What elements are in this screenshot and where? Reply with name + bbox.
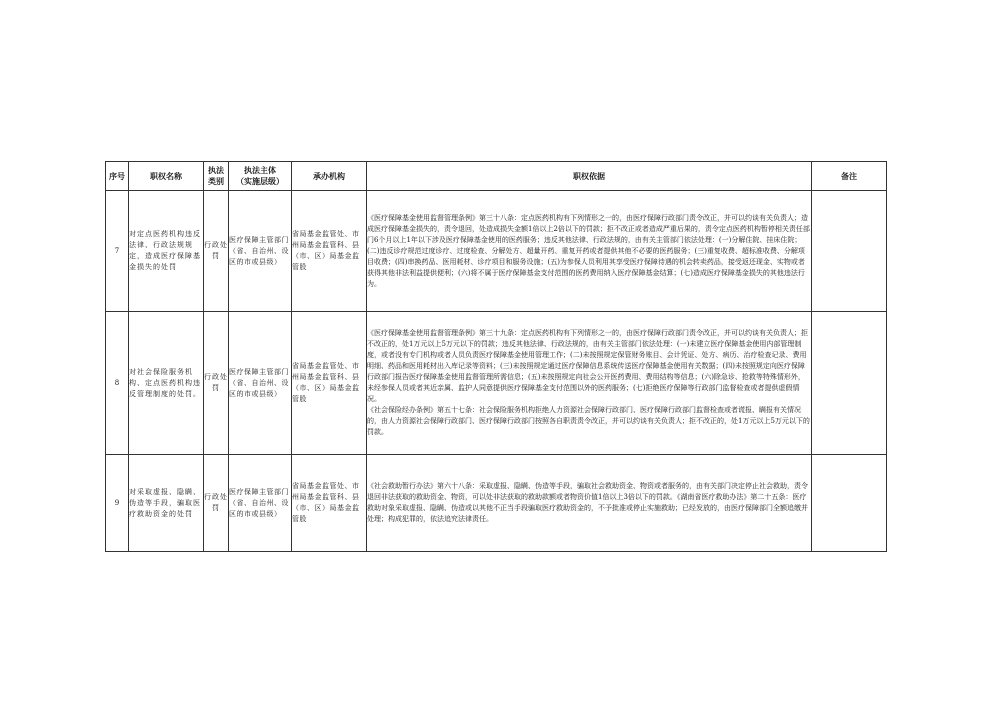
header-remark: 备注 <box>812 162 887 191</box>
header-type-line2: 类别 <box>208 177 224 186</box>
row-remark <box>812 191 887 312</box>
row-basis <box>367 312 812 455</box>
basis-paragraph: 《社会保险经办条例》第五十七条：社会保险服务机构拒绝人力资源社会保障行政部门、医疗保障行政部门监督检查或者谎报、瞒报有关情况的，由人力资源社会保障行政部门、医疗保障行政部门按照各自职责责令改正，并可以约谈有关负责人；拒不改正的，处1万元以上5万元以下的罚款。 <box>367 406 810 436</box>
row-name: 对定点医药机构违反法律、行政法规规定，造成医疗保障基金损失的处罚 <box>129 191 204 312</box>
row-num: 8 <box>106 312 129 455</box>
header-subject <box>229 162 292 191</box>
table-row <box>106 312 887 455</box>
header-name: 职权名称 <box>129 162 204 191</box>
row-org: 省局基金监管处、市州局基金监管科、县（市、区）局基金监管股 <box>292 191 367 312</box>
basis-paragraph: 《医疗保障基金使用监督管理条例》第三十八条：定点医药机构有下列情形之一的，由医疗保障行政部门责令改正，并可以约谈有关负责人；造成医疗保障基金损失的，责令退回，处造成损失金额1倍以上2倍以下的罚款；拒不改正或者造成严重后果的，责令定点医药机构暂停相关责任部门6个月以上1年以下涉及医疗保障基金使用的医药服务；违反其他法律、行政法规的，由有关主管部门依法处理：(一)分解住院、挂床住院；(二)违反诊疗规范过度诊疗、过度检查、分解处方、超量开药、重复开药或者提供其他不必要的医药服务；(三)重复收费、超标准收费、分解项目收费；(四)串换药品、医用耗材、诊疗项目和服务设施；(五)为参保人员利用其享受医疗保障待遇的机会转卖药品，接受返还现金、实物或者获得其他非法利益提供便利；(六)将不属于医疗保障基金支付范围的医药费用纳入医疗保障基金结算；(七)造成医疗保障基金损失的其他违法行为。 <box>367 213 810 288</box>
header-subject-line1: 执法主体 <box>244 166 276 175</box>
basis-paragraph: 《医疗保障基金使用监督管理条例》第三十九条：定点医药机构有下列情形之一的，由医疗保障行政部门责令改正，并可以约谈有关负责人；拒不改正的，处1万元以上5万元以下的罚款；违反其他法律、行政法规的，由有关主管部门依法处理：(一)未建立医疗保障基金使用内部管理制度，或者没有专门机构或者人员负责医疗保障基金使用管理工作；(二)未按照规定保管财务账目、会计凭证、处方、病历、治疗检查记录、费用明细、药品和医用耗材出入库记录等资料；(三)未按照规定通过医疗保障信息系统传送医疗保障基金使用有关数据；(四)未按照规定向医疗保障行政部门报告医疗保障基金使用监督管理所需信息；(五)未按照规定向社会公开医药费用、费用结构等信息；(六)除急诊、抢救等特殊情形外，未经参保人员或者其近亲属、监护人同意提供医疗保障基金支付范围以外的医药服务；(七)拒绝医疗保障等行政部门监督检查或者提供虚假情况。 <box>367 329 808 403</box>
row-type: 行政处罚 <box>204 312 229 455</box>
row-num: 9 <box>106 455 129 552</box>
table-header-row <box>106 162 887 191</box>
row-name: 对社会保险服务机构、定点医药机构违反管理制度的处罚。 <box>129 312 204 455</box>
header-subject-line2: （实施层级） <box>236 177 284 186</box>
row-subject: 医疗保障主管部门（省、自治州、设区的市或县级） <box>229 191 292 312</box>
row-type: 行政处罚 <box>204 455 229 552</box>
row-num: 7 <box>106 191 129 312</box>
header-type-line1: 执法 <box>208 166 224 175</box>
header-type <box>204 162 229 191</box>
basis-paragraph: 《社会救助暂行办法》第六十八条：采取虚报、隐瞒、伪造等手段，骗取社会救助资金、物资或者服务的，由有关部门决定停止社会救助，责令退回非法获取的救助资金、物资，可以处非法获取的救助款额或者物资价值1倍以上3倍以下的罚款。《湖南省医疗救助办法》第二十五条：医疗救助对象采取虚报、隐瞒、伪造或以其他不正当手段骗取医疗救助资金的，不予批准或停止实施救助；已经发放的，由医疗保障部门全额追缴并处理；构成犯罪的，依法追究法律责任。 <box>367 482 808 523</box>
header-basis: 职权依据 <box>367 162 812 191</box>
row-basis <box>367 455 812 552</box>
row-org: 省局基金监管处、市州局基金监管科、县（市、区）局基金监管股 <box>292 312 367 455</box>
row-remark <box>812 312 887 455</box>
header-org: 承办机构 <box>292 162 367 191</box>
row-type: 行政处罚 <box>204 191 229 312</box>
row-name: 对采取虚报、隐瞒、伪造等手段，骗取医疗救助资金的处罚 <box>129 455 204 552</box>
authority-table <box>105 161 887 552</box>
row-subject: 医疗保障主管部门（省、自治州、设区的市或县级） <box>229 312 292 455</box>
table-row <box>106 191 887 312</box>
row-org: 省局基金监管处、市州局基金监管科、县（市、区）局基金监管股 <box>292 455 367 552</box>
row-remark <box>812 455 887 552</box>
row-basis <box>367 191 812 312</box>
header-num: 序号 <box>106 162 129 191</box>
row-subject: 医疗保障主管部门（省、自治州、设区的市或县级） <box>229 455 292 552</box>
table-row <box>106 455 887 552</box>
